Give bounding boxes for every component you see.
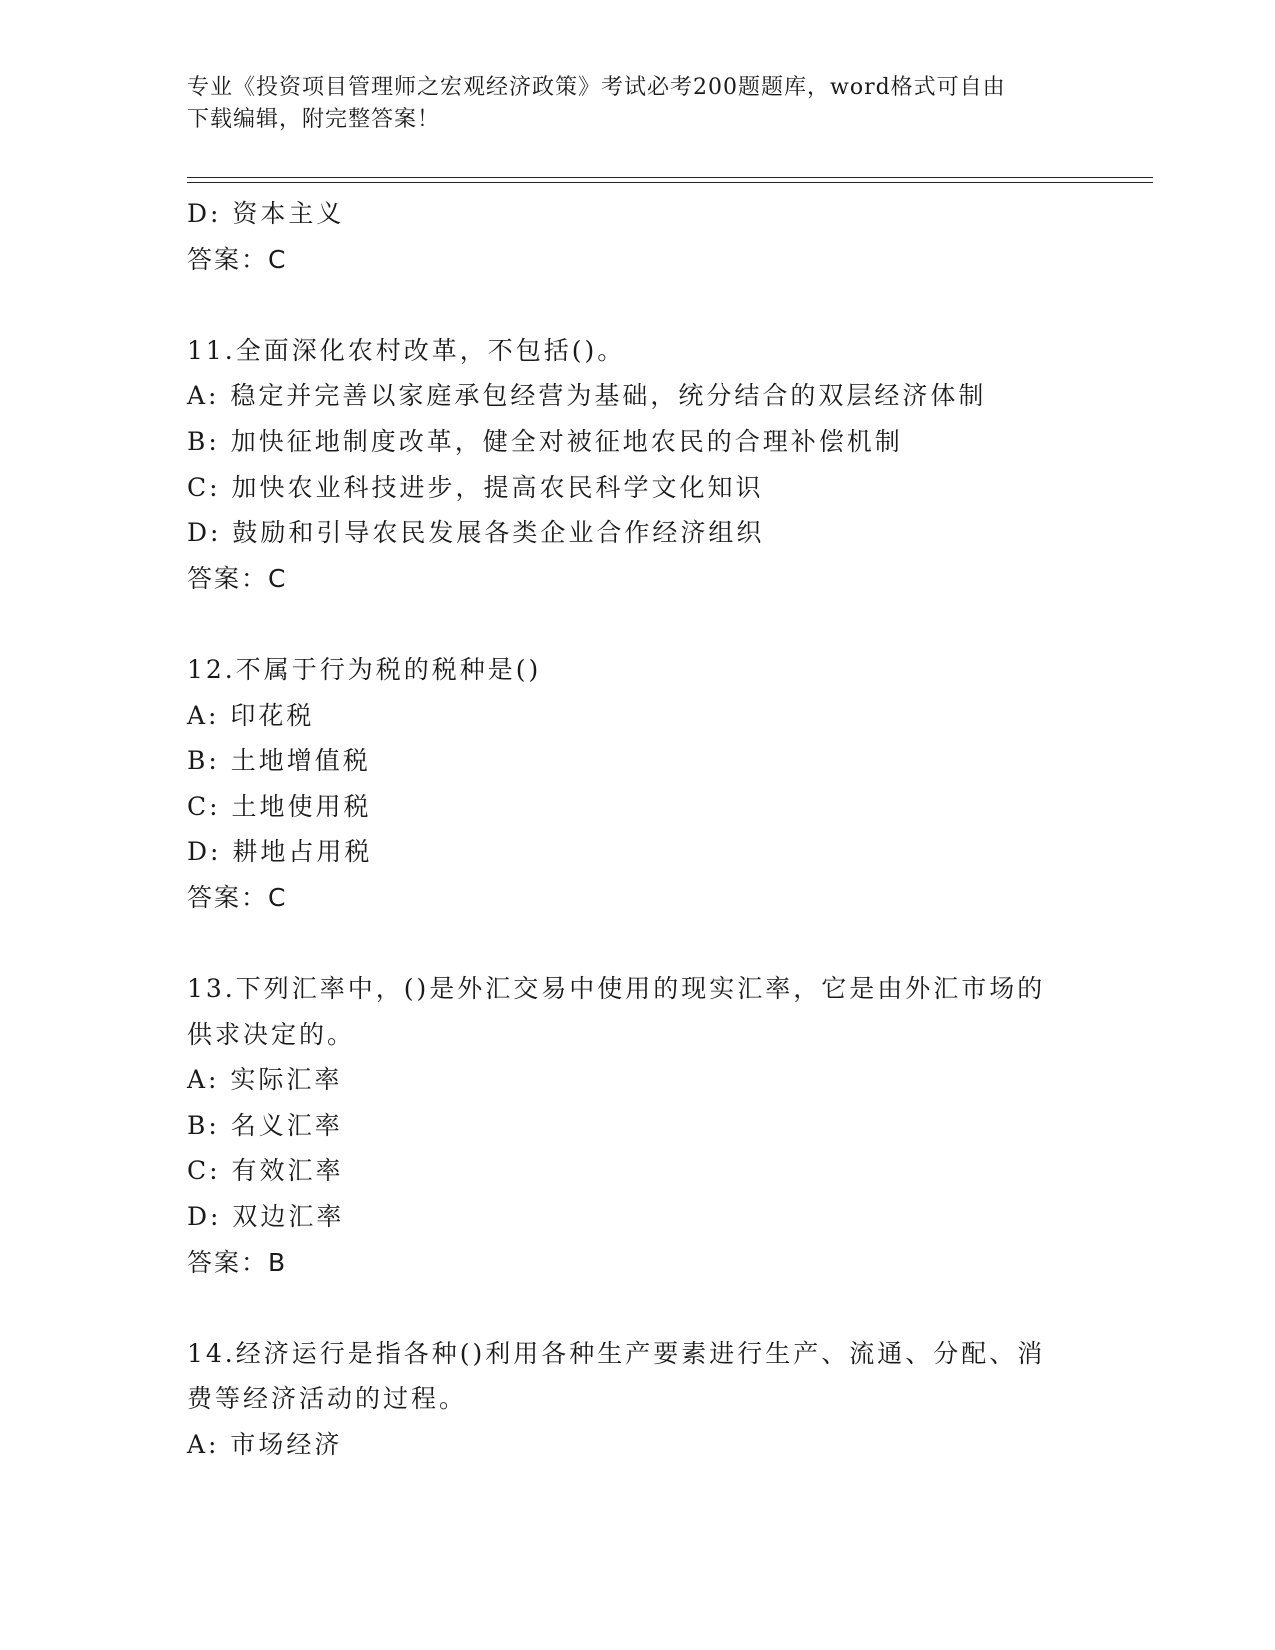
question-12-answer: 答案：C [187,882,288,912]
question-13-option-d: D: 双边汇率 [187,1202,345,1232]
question-spacer [187,1285,1087,1331]
question-13-option-a: A: 实际汇率 [187,1065,343,1095]
question-11-answer: 答案：C [187,563,288,593]
prev-question-option-d: D: 资本主义 [187,199,345,228]
header-divider-bottom [187,182,1153,183]
question-spacer [187,601,1087,647]
question-12-option-d: D: 耕地占用税 [187,837,373,867]
question-14-stem-line-1: 14.经济运行是指各种()利用各种生产要素进行生产、流通、分配、消 [187,1338,1046,1368]
prev-question-answer: 答案：C [187,244,288,274]
question-12-option-c: C: 土地使用税 [187,791,372,821]
question-14-stem-line-2: 费等经济活动的过程。 [187,1384,468,1414]
header-title-line-2: 下载编辑，附完整答案！ [187,107,441,132]
question-11-option-c: C: 加快农业科技进步，提高农民科学文化知识 [187,472,764,502]
question-list [187,191,1087,1468]
question-11 [187,328,1087,602]
header-title-line-1: 专业《投资项目管理师之宏观经济政策》考试必考200题题库，word格式可自由 [187,75,1006,100]
question-11-option-b: B: 加快征地制度改革，健全对被征地农民的合理补偿机制 [187,426,903,456]
question-13-answer: 答案：B [187,1247,288,1277]
question-spacer [187,921,1087,967]
question-13-stem-line-2: 供求决定的。 [187,1019,356,1049]
question-13 [187,966,1087,1285]
question-14 [187,1331,1087,1468]
question-14-option-a: A: 市场经济 [187,1430,343,1460]
question-11-option-a: A: 稳定并完善以家庭承包经营为基础，统分结合的双层经济体制 [187,381,987,411]
question-spacer [187,282,1087,328]
header-divider-top [187,177,1153,178]
question-13-option-b: B: 名义汇率 [187,1110,343,1140]
question-11-stem: 11.全面深化农村改革，不包括()。 [187,335,626,365]
question-12-option-a: A: 印花税 [187,700,315,730]
question-13-stem-line-1: 13.下列汇率中，()是外汇交易中使用的现实汇率，它是由外汇市场的 [187,974,1046,1004]
question-12-option-b: B: 土地增值税 [187,746,371,776]
question-11-option-d: D: 鼓励和引导农民发展各类企业合作经济组织 [187,518,765,548]
question-12-stem: 12.不属于行为税的税种是() [187,654,542,684]
document-header [187,72,1087,136]
question-13-option-c: C: 有效汇率 [187,1156,344,1186]
question-12 [187,647,1087,921]
